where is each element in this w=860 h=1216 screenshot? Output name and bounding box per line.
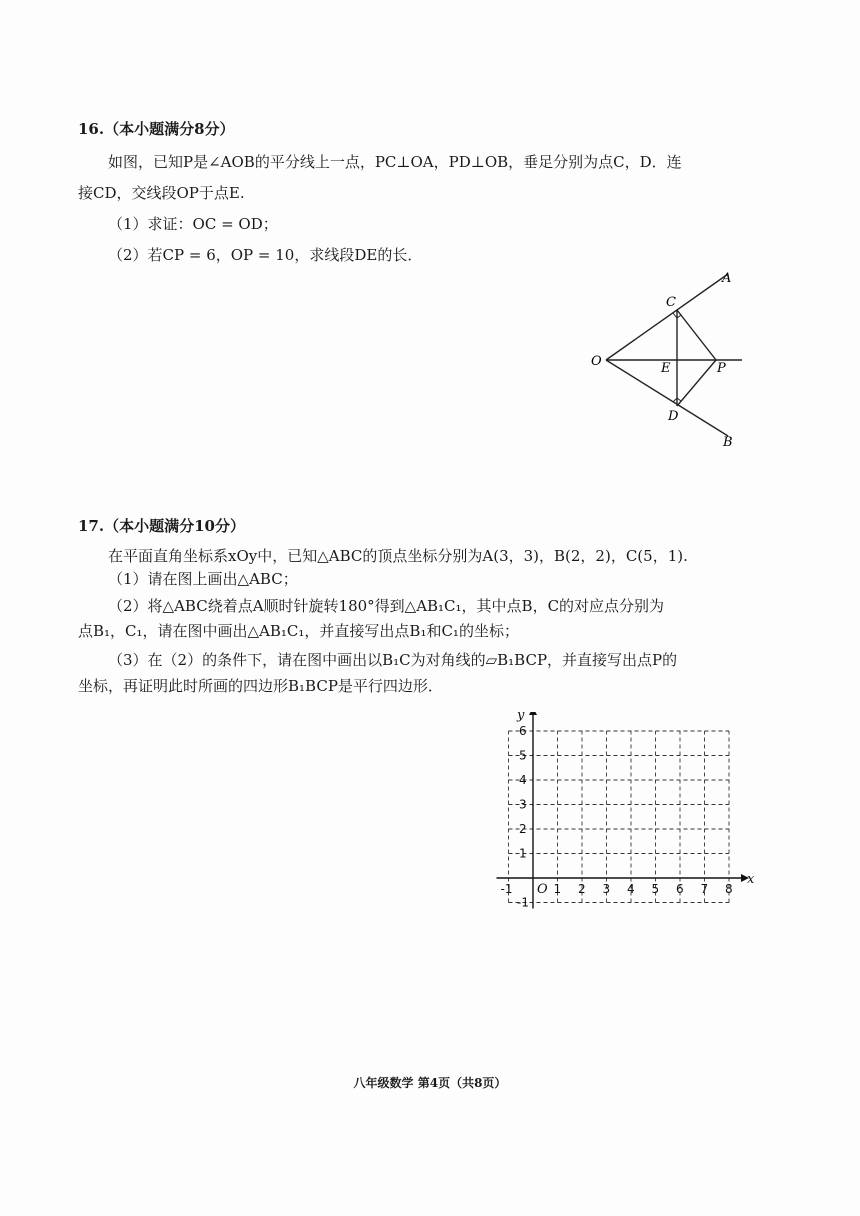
segment-pc [677,310,716,360]
y-axis-arrow [529,712,537,715]
q16-line1: 如图，已知P是∠AOB的平分线上一点，PC⊥OA，PD⊥OB，垂足分别为点C，D．连 [108,153,682,171]
q17-line1: 在平面直角坐标系xOy中，已知△ABC的顶点坐标分别为A(3，3)，B(2，2)，C(5，1). [108,547,688,565]
x-tick-label: 2 [578,882,586,896]
origin-label: O [537,882,548,897]
x-tick-label: 1 [553,882,562,896]
x-tick-label: 4 [627,882,635,896]
label-a: A [722,271,732,286]
label-b: B [723,435,733,450]
q16-part1: （1）求证：OC = OD； [108,215,278,233]
q16-line2: 接CD，交线段OP于点E. [78,184,245,202]
q17-part3-line2: 坐标，再证明此时所画的四边形B₁BCP是平行四边形． [78,677,443,695]
q17-part3-line1: （3）在（2）的条件下，请在图中画出以B₁C为对角线的▱B₁BCP，并直接写出点P的 [108,651,678,669]
label-d: D [668,409,679,424]
q17-part2-line1: （2）将△ABC绕着点A顺时针旋转180°得到△AB₁C₁，其中点B，C的对应点分别为 [108,597,665,615]
x-tick-label: 7 [700,882,709,896]
q16-part2: （2）若CP = 6，OP = 10，求线段DE的长． [108,246,423,264]
page-footer: 八年级数学 第4页（共8页） [353,1076,507,1090]
y-tick-label: 3 [519,797,527,812]
ray-oa [606,274,728,360]
q16-figure [580,262,760,457]
q17-part2-line2: 点B₁，C₁，请在图中画出△AB₁C₁，并直接写出点B₁和C₁的坐标； [78,622,519,640]
x-tick-label: -1 [500,882,513,896]
q17-header: 17.（本小题满分10分） [78,517,245,535]
x-tick-label: 5 [651,882,660,896]
y-tick-label: 5 [519,748,527,763]
segment-pd [677,360,716,406]
label-p: P [717,361,726,376]
y-tick-label: -1 [517,895,529,910]
y-tick-label: 1 [519,846,527,861]
coordinate-grid [495,712,775,912]
x-tick-label: 3 [602,882,611,896]
y-tick-label: 6 [519,724,527,738]
q16-header: 16.（本小题满分8分） [78,120,235,138]
x-axis-label: x [747,872,755,887]
label-e: E [661,361,671,376]
x-tick-label: 6 [676,882,684,896]
y-tick-label: 4 [519,773,527,787]
y-axis-label: y [517,712,525,723]
label-c: C [666,295,676,310]
label-o: O [591,354,602,369]
q17-part1: （1）请在图上画出△ABC； [108,570,298,588]
y-tick-label: 2 [519,822,527,836]
x-tick-label: 8 [725,882,733,896]
